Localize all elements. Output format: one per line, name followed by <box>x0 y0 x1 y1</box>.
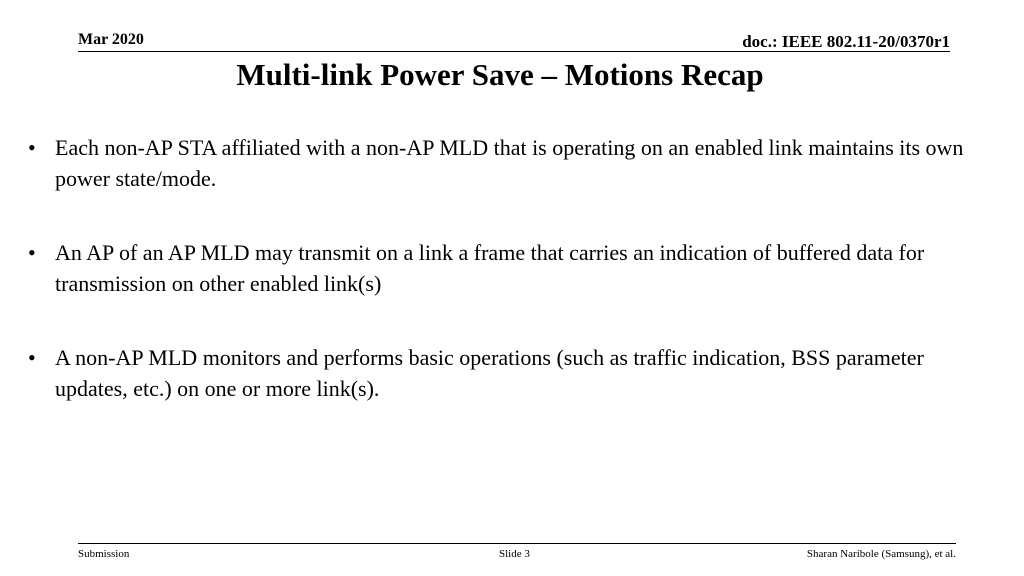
footer-author: Sharan Naribole (Samsung), et al. <box>806 548 956 560</box>
footer-slide-number: Slide 3 <box>499 548 530 560</box>
bullet-item <box>28 132 978 194</box>
slide-title: Multi-link Power Save – Motions Recap <box>236 57 764 92</box>
bullet-text: Each non-AP STA affiliated with a non-AP MLD that is operating on an enabled link maintains its own power state/mode. <box>55 135 964 191</box>
footer-submission: Submission <box>78 548 130 560</box>
bullet-text: A non-AP MLD monitors and performs basic operations (such as traffic indication, BSS parameter updates, etc.) on one or more link(s). <box>55 345 924 401</box>
header-divider <box>78 51 950 52</box>
bullet-list <box>28 132 978 447</box>
bullet-marker: • <box>28 345 36 370</box>
header-date: Mar 2020 <box>78 31 144 48</box>
bullet-marker: • <box>28 135 36 160</box>
bullet-text: An AP of an AP MLD may transmit on a link a frame that carries an indication of buffered data for transmission on other enabled link(s) <box>55 240 925 296</box>
footer-divider <box>78 543 956 544</box>
bullet-item <box>28 342 978 404</box>
header-document-id: doc.: IEEE 802.11-20/0370r1 <box>742 32 950 51</box>
bullet-item <box>28 237 978 299</box>
bullet-marker: • <box>28 240 36 265</box>
